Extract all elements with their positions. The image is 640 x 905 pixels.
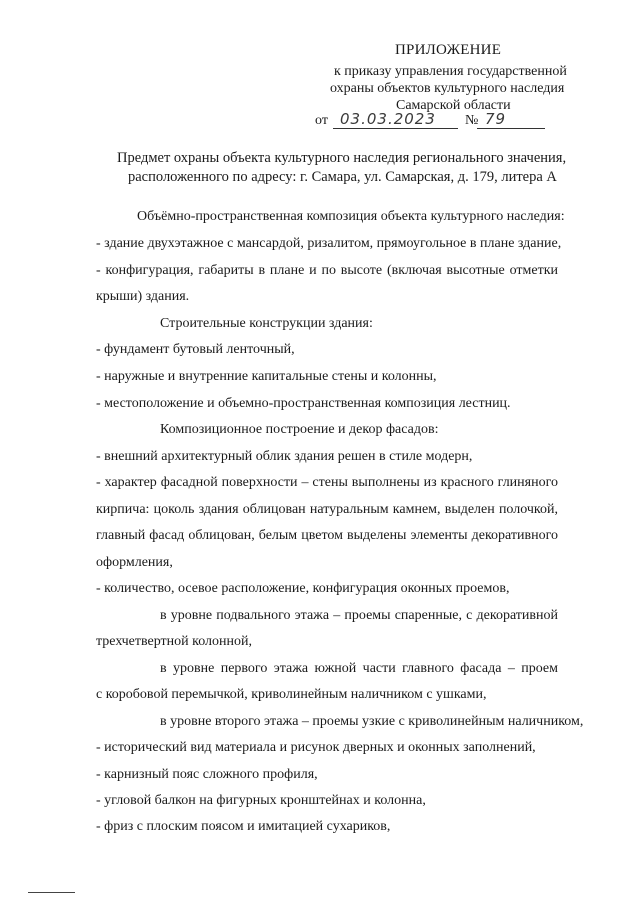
- paragraph-line: в уровне первого этажа южной части главного фасада – проем: [160, 661, 558, 676]
- number-handwritten: 79: [485, 110, 507, 128]
- list-item-continuation: главный фасад облицован, белым цветом выделены элементы декоративного: [96, 528, 558, 543]
- list-item-continuation: крыши) здания.: [96, 289, 190, 304]
- date-handwritten: 03.03.2023: [340, 110, 436, 128]
- subject-line-2: расположенного по адресу: г. Самара, ул. Самарская, д. 179, литера А: [128, 169, 557, 185]
- number-prefix: №: [465, 113, 479, 128]
- appendix-line-3: Самарской области: [396, 98, 511, 113]
- list-item: - исторический вид материала и рисунок дверных и оконных заполнений,: [96, 740, 536, 755]
- section-heading-structures: Строительные конструкции здания:: [160, 316, 373, 331]
- list-item: - наружные и внутренние капитальные стены и колонны,: [96, 369, 437, 384]
- paragraph-line: в уровне второго этажа – проемы узкие с криволинейным наличником,: [160, 714, 584, 729]
- list-item-continuation: оформления,: [96, 555, 173, 570]
- list-item: - характер фасадной поверхности – стены выполнены из красного глиняного: [96, 475, 558, 490]
- appendix-line-2: охраны объектов культурного наследия: [330, 81, 565, 96]
- number-underline: [477, 128, 545, 129]
- section-heading-composition: Объёмно-пространственная композиция объекта культурного наследия:: [137, 209, 565, 224]
- paragraph-line: в уровне подвального этажа – проемы спаренные, с декоративной: [160, 608, 558, 623]
- list-item-continuation: кирпича: цоколь здания облицован натуральным камнем, выделен полочкой,: [96, 502, 558, 517]
- section-heading-facades: Композиционное построение и декор фасадов:: [160, 422, 439, 437]
- list-item: - карнизный пояс сложного профиля,: [96, 767, 318, 782]
- list-item: - количество, осевое расположение, конфигурация оконных проемов,: [96, 581, 510, 596]
- list-item: - фриз с плоским поясом и имитацией сухариков,: [96, 819, 391, 834]
- list-item: - конфигурация, габариты в плане и по высоте (включая высотные отметки: [96, 263, 558, 278]
- appendix-title: ПРИЛОЖЕНИЕ: [395, 42, 502, 58]
- list-item: - местоположение и объемно-пространственная композиция лестниц.: [96, 396, 511, 411]
- date-prefix: от: [315, 113, 328, 128]
- footnote-rule: [28, 892, 75, 893]
- list-item: - здание двухэтажное с мансардой, ризалитом, прямоугольное в плане здание,: [96, 236, 562, 251]
- list-item: - угловой балкон на фигурных кронштейнах и колонна,: [96, 793, 426, 808]
- appendix-line-1: к приказу управления государственной: [334, 64, 567, 79]
- date-underline: [333, 128, 458, 129]
- list-item: - фундамент бутовый ленточный,: [96, 342, 295, 357]
- paragraph-line: с коробовой перемычкой, криволинейным наличником с ушками,: [96, 687, 487, 702]
- list-item: - внешний архитектурный облик здания решен в стиле модерн,: [96, 449, 473, 464]
- subject-line-1: Предмет охраны объекта культурного наследия регионального значения,: [117, 150, 567, 166]
- paragraph-line: трехчетвертной колонной,: [96, 634, 253, 649]
